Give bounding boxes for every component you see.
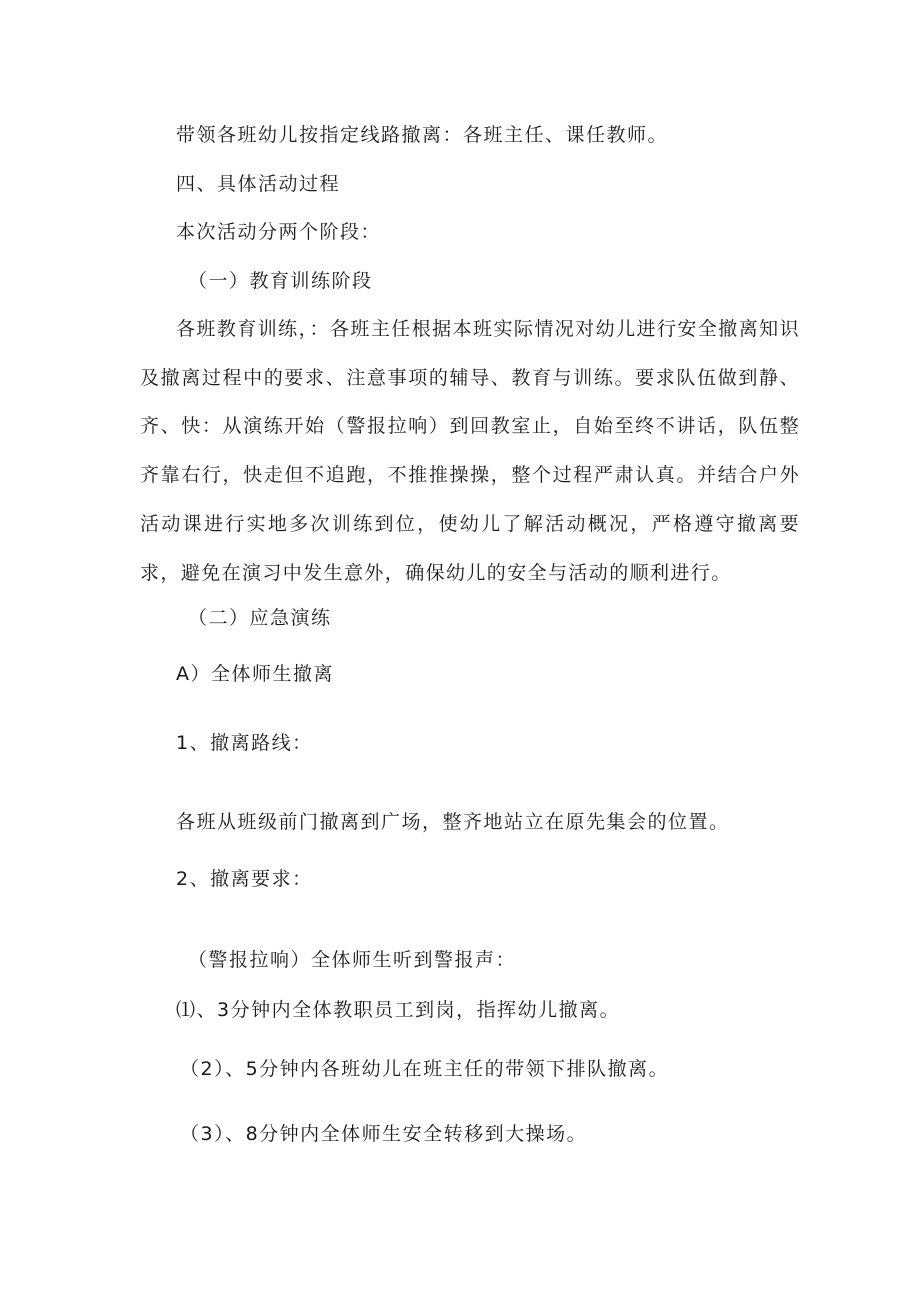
stage-one-heading: （一）教育训练阶段: [188, 270, 373, 292]
stage-one-body: 各班教育训练，：各班主任根据本班实际情况对幼儿进行安全撤离知识及撤离过程中的要求、注意事项的辅导、教育与训练。要求队伍做到静、齐、快：从演练开始（警报拉响）到回教室止，自始至终不讲话，队伍整齐靠右行，快走但不追跑，不推推操操，整个过程严肃认真。并结合户外活动课进行实地多次训练到位，使幼儿了解活动概况，严格遵守撤离要求，避免在演习中发生意外，确保幼儿的安全与活动的顺利进行。: [140, 318, 800, 584]
section-four-heading: 四、具体活动过程: [176, 173, 341, 195]
stage-two-heading: （二）应急演练: [188, 607, 332, 629]
item-1-body: 各班从班级前门撤离到广场，整齐地站立在原先集会的位置。: [176, 811, 730, 833]
item-1-heading: 1、撤离路线：: [176, 732, 313, 754]
requirement-3: （3）、8分钟内全体师生安全转移到大操场。: [180, 1123, 588, 1145]
alarm-line: （警报拉响）全体师生听到警报声：: [188, 949, 517, 971]
stages-intro: 本次活动分两个阶段：: [176, 221, 382, 243]
item-2-heading: 2、撤离要求：: [176, 868, 313, 890]
requirement-1: ⑴、3分钟内全体教职员工到岗，指挥幼儿撤离。: [176, 999, 621, 1021]
requirement-2: （2）、5分钟内各班幼儿在班主任的带领下排队撤离。: [180, 1058, 670, 1080]
part-a-heading: A）全体师生撤离: [176, 663, 334, 685]
paragraph-leading-line: 带领各班幼儿按指定线路撤离：各班主任、课任教师。: [176, 124, 669, 146]
